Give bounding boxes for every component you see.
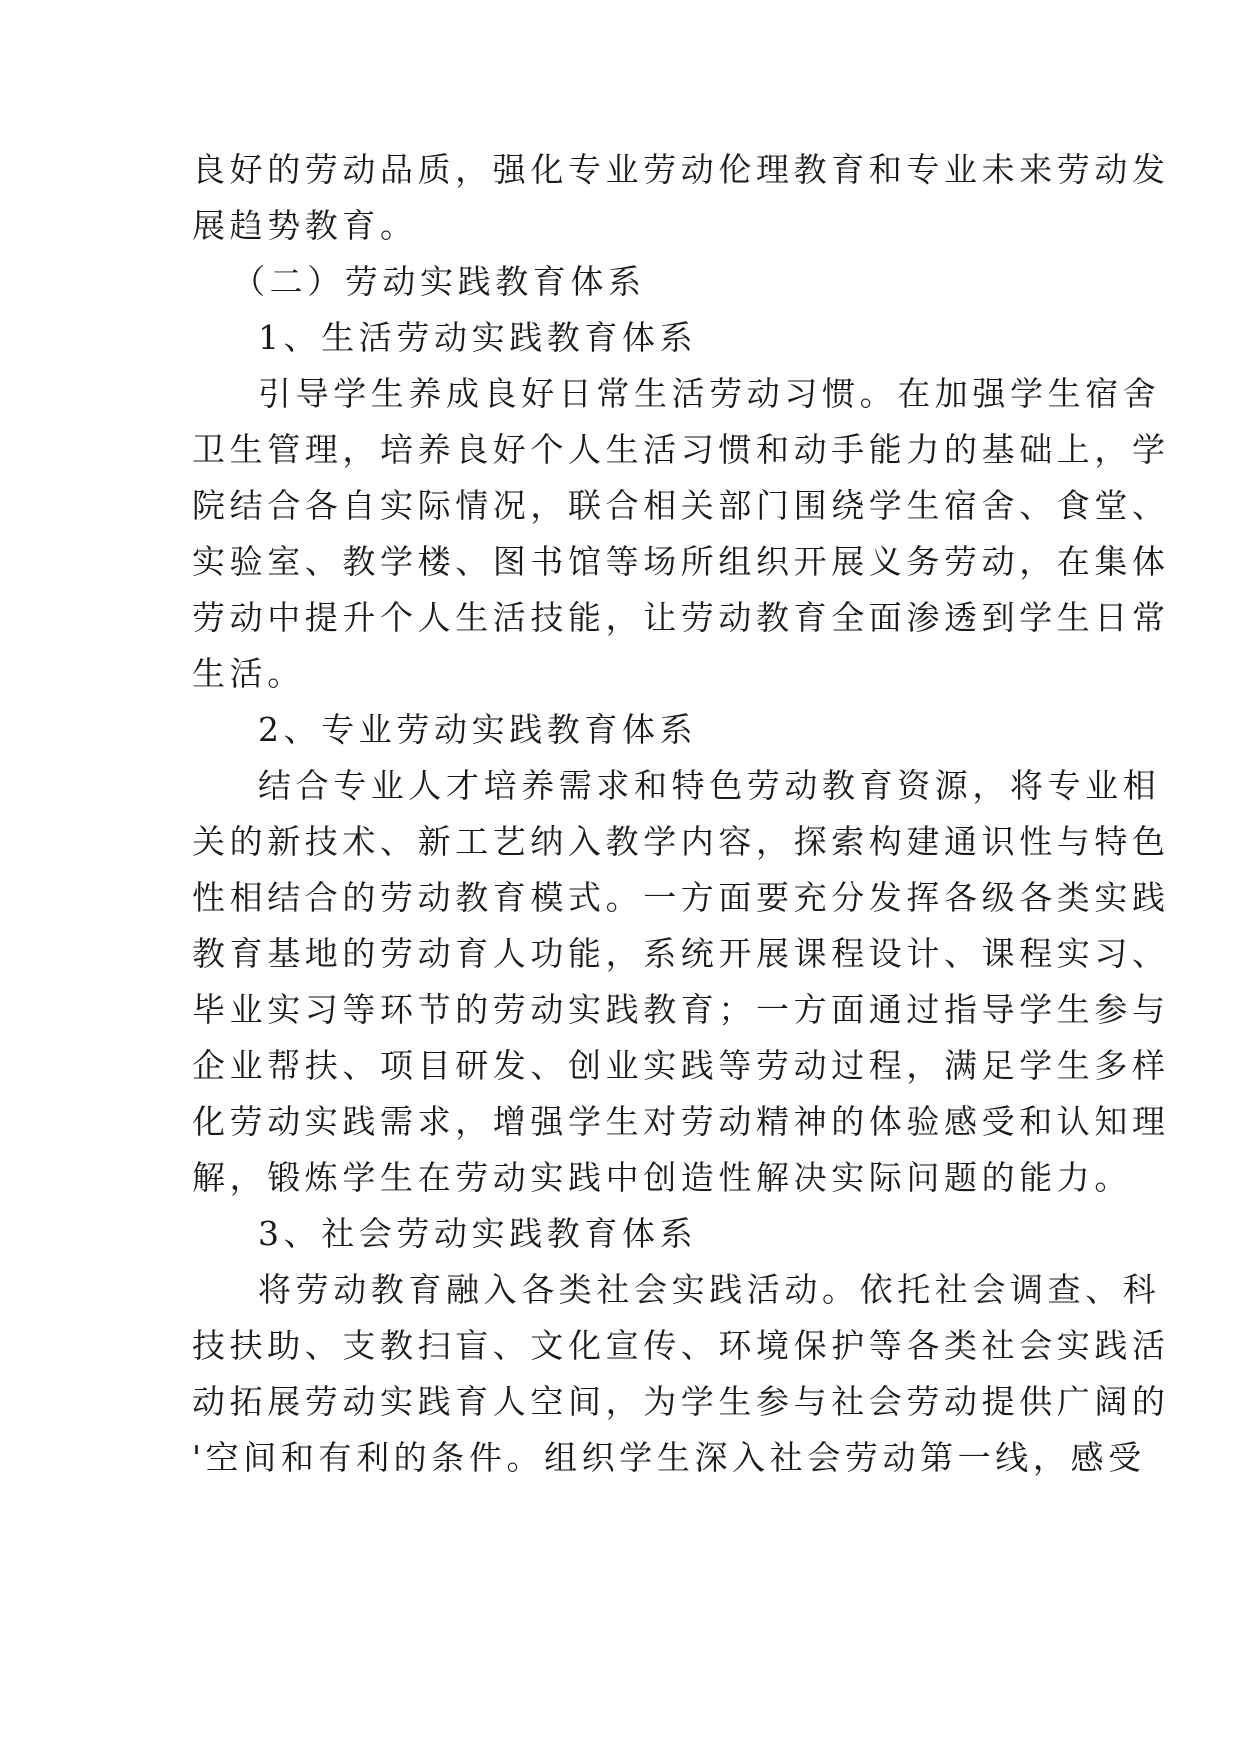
body-text-line: 性相结合的劳动教育模式。一方面要充分发挥各级各类实践 (192, 878, 1170, 917)
body-text-line: 企业帮扶、项目研发、创业实践等劳动过程，满足学生多样 (192, 1046, 1170, 1085)
subsection-heading: 2、专业劳动实践教育体系 (258, 710, 698, 749)
body-text-line: 良好的劳动品质，强化专业劳动伦理教育和专业未来劳动发 (192, 150, 1170, 189)
body-text-line: 技扶助、支教扫盲、文化宣传、环境保护等各类社会实践活 (192, 1326, 1170, 1365)
body-text-line: 生活。 (192, 654, 305, 693)
body-text-line: 关的新技术、新工艺纳入教学内容，探索构建通识性与特色 (192, 822, 1170, 861)
body-text-line: '空间和有利的条件。组织学生深入社会劳动第一线，感受 (192, 1438, 1146, 1477)
body-text-line: 动拓展劳动实践育人空间，为学生参与社会劳动提供广阔的 (192, 1382, 1170, 1421)
body-text-line: 实验室、教学楼、图书馆等场所组织开展义务劳动，在集体 (192, 542, 1170, 581)
body-text-line: 化劳动实践需求，增强学生对劳动精神的体验感受和认知理 (192, 1102, 1170, 1141)
body-text-line: 劳动中提升个人生活技能，让劳动教育全面渗透到学生日常 (192, 598, 1170, 637)
body-text-line: 引导学生养成良好日常生活劳动习惯。在加强学生宿舍 (258, 374, 1161, 413)
body-text-line: 展趋势教育。 (192, 206, 418, 245)
body-text-line: 教育基地的劳动育人功能，系统开展课程设计、课程实习、 (192, 934, 1170, 973)
subsection-heading: 3、社会劳动实践教育体系 (258, 1214, 698, 1253)
subsection-heading: 1、生活劳动实践教育体系 (258, 318, 698, 357)
section-heading: （二）劳动实践教育体系 (232, 262, 646, 301)
body-text-line: 院结合各自实际情况，联合相关部门围绕学生宿舍、食堂、 (192, 486, 1170, 525)
body-text-line: 卫生管理，培养良好个人生活习惯和动手能力的基础上，学 (192, 430, 1170, 469)
body-text-line: 解，锻炼学生在劳动实践中创造性解决实际问题的能力。 (192, 1158, 1132, 1197)
body-text-line: 将劳动教育融入各类社会实践活动。依托社会调查、科 (258, 1270, 1161, 1309)
body-text-line: 毕业实习等环节的劳动实践教育；一方面通过指导学生参与 (192, 990, 1170, 1029)
body-text-line: 结合专业人才培养需求和特色劳动教育资源，将专业相 (258, 766, 1161, 805)
